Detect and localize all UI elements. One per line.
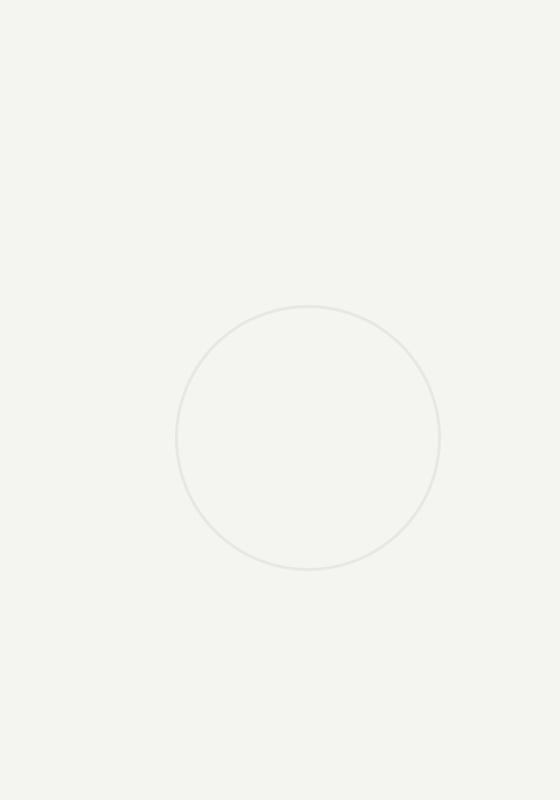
page-text [12, 4, 546, 12]
watermark-stamp [123, 253, 493, 623]
